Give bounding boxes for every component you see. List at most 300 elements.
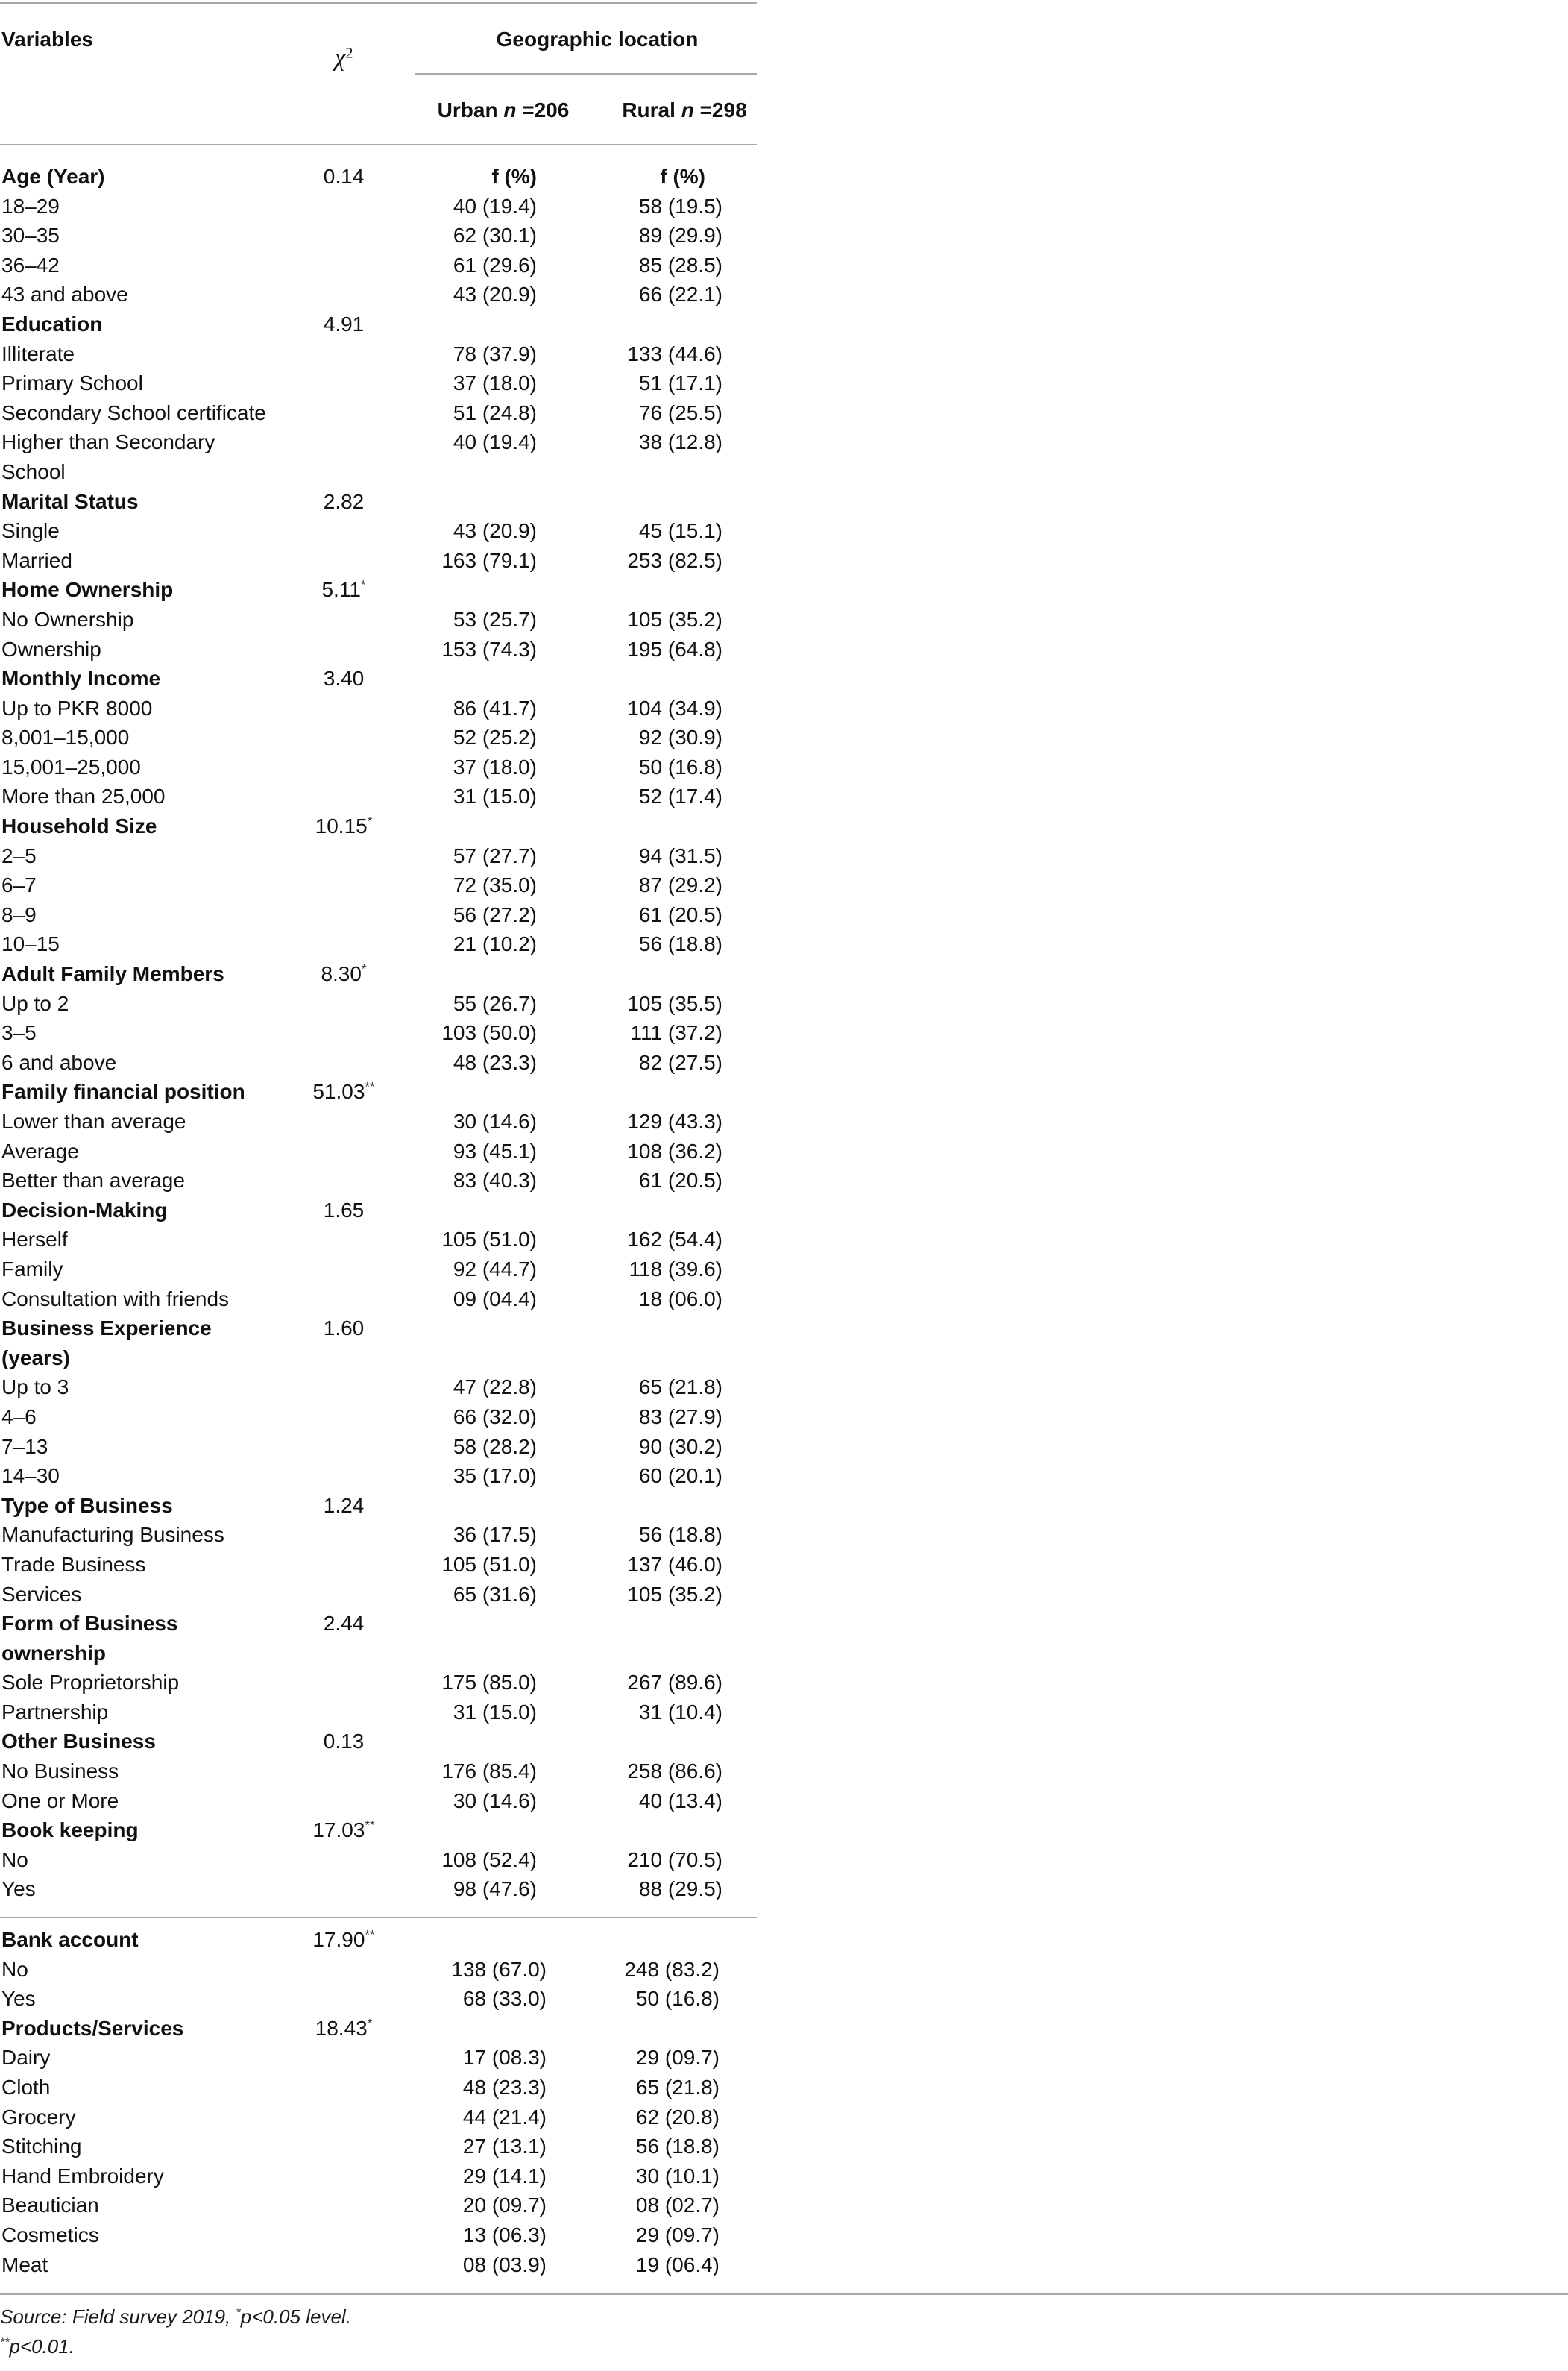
category-name: Cloth xyxy=(1,2075,51,2099)
rural-frequency: 195 (64.8) xyxy=(627,637,722,661)
urban-frequency: 40 (19.4) xyxy=(453,194,537,218)
rural-frequency: f (%) xyxy=(660,165,705,188)
rural-frequency: 76 (25.5) xyxy=(638,401,722,424)
variable-row xyxy=(0,1925,757,1955)
category-name: Hand Embroidery xyxy=(1,2164,164,2188)
category-row xyxy=(0,723,757,753)
variable-row xyxy=(0,310,757,339)
variable-name: Home Ownership xyxy=(1,578,174,602)
urban-frequency: 98 (47.6) xyxy=(453,1877,537,1901)
rural-frequency: 61 (20.5) xyxy=(638,1169,722,1193)
rural-frequency: 89 (29.9) xyxy=(638,224,722,248)
category-name: 43 and above xyxy=(1,283,128,307)
category-name: Married xyxy=(1,548,72,572)
significance-footnote xyxy=(0,2331,75,2362)
category-name: Partnership xyxy=(1,1700,109,1724)
rural-frequency: 104 (34.9) xyxy=(627,696,722,720)
significance-mark: * xyxy=(360,577,366,592)
category-name: Yes xyxy=(1,1877,36,1901)
rural-frequency: 267 (89.6) xyxy=(627,1671,722,1695)
rural-frequency: 65 (21.8) xyxy=(638,1375,722,1399)
category-row xyxy=(0,280,757,310)
category-name: 36–42 xyxy=(1,253,60,277)
category-row xyxy=(0,1107,757,1137)
urban-frequency: 57 (27.7) xyxy=(453,844,537,867)
category-name: No Business xyxy=(1,1759,119,1783)
rural-frequency: 56 (18.8) xyxy=(638,1523,722,1547)
chi-square-value: 5.11 xyxy=(321,578,361,602)
category-name: 18–29 xyxy=(1,194,60,218)
chi-square-value: 10.15 xyxy=(315,814,368,838)
rural-frequency: 111 (37.2) xyxy=(630,1021,722,1045)
significance-mark: * xyxy=(367,2016,373,2031)
chi-square-value: 0.13 xyxy=(323,1730,365,1753)
category-row xyxy=(0,1668,757,1698)
chi-square-cell xyxy=(295,1491,393,1521)
category-name: Consultation with friends xyxy=(1,1287,230,1310)
rural-frequency: 85 (28.5) xyxy=(638,253,722,277)
chi-square-cell xyxy=(295,1609,393,1668)
urban-frequency: 17 (08.3) xyxy=(462,2046,547,2070)
urban-frequency: 175 (85.0) xyxy=(441,1671,537,1695)
rural-frequency: 258 (86.6) xyxy=(627,1759,722,1783)
category-row xyxy=(0,339,757,369)
category-row xyxy=(0,1461,757,1491)
category-row xyxy=(0,368,757,398)
variable-row xyxy=(0,664,757,694)
category-name: 15,001–25,000 xyxy=(1,755,141,779)
category-name: 3–5 xyxy=(1,1021,37,1045)
category-row xyxy=(0,546,757,576)
table-body-main xyxy=(0,162,757,1904)
urban-frequency: 93 (45.1) xyxy=(453,1139,537,1163)
category-name: Services xyxy=(1,1582,82,1606)
chi-square-cell xyxy=(295,811,393,841)
rural-frequency: 58 (19.5) xyxy=(638,194,722,218)
category-name: Primary School xyxy=(1,371,143,395)
category-row xyxy=(0,635,757,665)
significance-note: p<0.01. xyxy=(9,2335,75,2358)
category-name: Up to 2 xyxy=(1,991,69,1015)
urban-sample-size: =206 xyxy=(522,98,570,122)
rural-frequency: 56 (18.8) xyxy=(638,932,722,956)
rural-frequency: 66 (22.1) xyxy=(638,283,722,307)
variable-name: Household Size xyxy=(1,814,157,838)
chi-square-value: 1.65 xyxy=(323,1198,365,1222)
rural-frequency: 38 (12.8) xyxy=(638,430,722,454)
urban-frequency: 105 (51.0) xyxy=(441,1552,537,1576)
urban-frequency: 176 (85.4) xyxy=(441,1759,537,1783)
chi-square-value: 17.90 xyxy=(312,1928,365,1951)
rural-frequency: 08 (02.7) xyxy=(635,2193,720,2217)
chi-square-value: 17.03 xyxy=(312,1818,365,1842)
sample-size-symbol: n xyxy=(681,98,694,122)
category-name: 10–15 xyxy=(1,932,60,956)
category-name: 4–6 xyxy=(1,1404,37,1428)
chi-square-cell xyxy=(295,1925,393,1955)
rural-frequency: 105 (35.2) xyxy=(627,607,722,631)
chi-square-cell xyxy=(295,664,393,694)
category-name: 6 and above xyxy=(1,1050,117,1074)
urban-frequency: 43 (20.9) xyxy=(453,519,537,543)
category-row xyxy=(0,1984,757,2014)
urban-frequency: 31 (15.0) xyxy=(453,1700,537,1724)
urban-frequency: 56 (27.2) xyxy=(453,902,537,926)
chi-square-cell xyxy=(295,310,393,339)
urban-frequency: 35 (17.0) xyxy=(453,1464,537,1488)
category-name: Average xyxy=(1,1139,79,1163)
urban-frequency: 72 (35.0) xyxy=(453,873,537,897)
chi-square-value: 1.60 xyxy=(323,1316,365,1340)
variable-name: Business Experience (years) xyxy=(1,1316,212,1369)
variable-name: Decision-Making xyxy=(1,1198,168,1222)
chi-square-value: 51.03 xyxy=(312,1080,365,1104)
category-row xyxy=(0,1225,757,1254)
rural-frequency: 162 (54.4) xyxy=(627,1228,722,1252)
variable-row xyxy=(0,1196,757,1225)
urban-frequency: 43 (20.9) xyxy=(453,283,537,307)
chi-symbol: χ xyxy=(334,44,346,72)
urban-frequency: 31 (15.0) xyxy=(453,785,537,808)
variable-row xyxy=(0,1313,757,1372)
category-row xyxy=(0,2132,757,2161)
category-row xyxy=(0,1550,757,1580)
significance-mark: ** xyxy=(0,2336,10,2349)
source-text: Source: Field survey 2019, xyxy=(0,2305,231,2328)
category-name: Meat xyxy=(1,2252,48,2276)
variable-row xyxy=(0,959,757,989)
variable-name: Family financial position xyxy=(1,1080,245,1104)
urban-frequency: 153 (74.3) xyxy=(441,637,537,661)
rural-frequency: 40 (13.4) xyxy=(638,1789,722,1812)
category-name: Up to PKR 8000 xyxy=(1,696,153,720)
significance-mark: ** xyxy=(365,1080,375,1095)
urban-frequency: 62 (30.1) xyxy=(453,224,537,248)
urban-frequency: 30 (14.6) xyxy=(453,1789,537,1812)
rural-frequency: 56 (18.8) xyxy=(635,2135,720,2158)
urban-frequency: 108 (52.4) xyxy=(441,1847,537,1871)
category-row xyxy=(0,251,757,280)
category-name: Yes xyxy=(1,1987,36,2011)
rural-frequency: 82 (27.5) xyxy=(638,1050,722,1074)
rural-frequency: 210 (70.5) xyxy=(627,1847,722,1871)
category-row xyxy=(0,870,757,900)
category-row xyxy=(0,2191,757,2220)
chi-square-cell xyxy=(295,162,393,192)
category-row xyxy=(0,516,757,546)
significance-mark: * xyxy=(236,2306,241,2320)
variable-row xyxy=(0,811,757,841)
category-row xyxy=(0,1698,757,1727)
category-row xyxy=(0,2250,757,2280)
urban-frequency: 55 (26.7) xyxy=(453,991,537,1015)
group-header-rule xyxy=(415,73,757,75)
chi-square-value: 2.82 xyxy=(323,489,365,513)
category-row xyxy=(0,1874,757,1904)
chi-square-cell xyxy=(295,959,393,989)
variable-row xyxy=(0,575,757,605)
chi-square-cell xyxy=(295,1727,393,1756)
variable-row xyxy=(0,162,757,192)
variable-name: Type of Business xyxy=(1,1493,173,1517)
rural-frequency: 31 (10.4) xyxy=(638,1700,722,1724)
significance-mark: ** xyxy=(365,1818,375,1833)
category-row xyxy=(0,1955,757,1985)
category-row xyxy=(0,1254,757,1284)
rural-column-header xyxy=(610,95,759,125)
category-name: Family xyxy=(1,1257,63,1281)
category-name: Illiterate xyxy=(1,342,75,365)
variable-row xyxy=(0,1815,757,1845)
rural-label: Rural xyxy=(622,98,676,122)
variable-name: Other Business xyxy=(1,1730,156,1753)
section-divider-rule xyxy=(0,1917,757,1918)
urban-frequency: 30 (14.6) xyxy=(453,1110,537,1133)
category-row xyxy=(0,2161,757,2191)
category-name: 8–9 xyxy=(1,902,37,926)
significance-mark: * xyxy=(361,961,367,976)
urban-frequency: 61 (29.6) xyxy=(453,253,537,277)
rural-frequency: 90 (30.2) xyxy=(638,1434,722,1458)
chi-square-cell xyxy=(295,575,393,605)
urban-frequency: 103 (50.0) xyxy=(441,1021,537,1045)
category-name: 8,001–15,000 xyxy=(1,726,130,750)
rural-frequency: 94 (31.5) xyxy=(638,844,722,867)
urban-frequency: f (%) xyxy=(491,165,537,188)
rural-frequency: 45 (15.1) xyxy=(638,519,722,543)
chi-square-value: 0.14 xyxy=(323,165,365,188)
urban-frequency: 37 (18.0) xyxy=(453,371,537,395)
category-row xyxy=(0,989,757,1019)
chi-square-value: 3.40 xyxy=(323,667,365,691)
chi-square-cell xyxy=(295,2014,393,2044)
category-row xyxy=(0,1284,757,1314)
rural-frequency: 29 (09.7) xyxy=(635,2223,720,2246)
category-row xyxy=(0,900,757,930)
category-name: Stitching xyxy=(1,2135,82,2158)
rural-frequency: 51 (17.1) xyxy=(638,371,722,395)
category-name: Single xyxy=(1,519,60,543)
geographic-location-header: Geographic location xyxy=(496,28,699,51)
urban-frequency: 138 (67.0) xyxy=(451,1957,547,1981)
urban-frequency: 09 (04.4) xyxy=(453,1287,537,1310)
category-name: Beautician xyxy=(1,2193,99,2217)
variable-name: Education xyxy=(1,312,103,336)
rural-frequency: 52 (17.4) xyxy=(638,785,722,808)
category-name: Higher than Secondary School xyxy=(1,430,215,483)
urban-frequency: 29 (14.1) xyxy=(462,2164,547,2188)
urban-frequency: 13 (06.3) xyxy=(462,2223,547,2246)
category-row xyxy=(0,2073,757,2103)
source-footnote xyxy=(0,2302,351,2332)
category-row xyxy=(0,1048,757,1078)
rural-frequency: 87 (29.2) xyxy=(638,873,722,897)
urban-frequency: 66 (32.0) xyxy=(453,1404,537,1428)
chi-square-column-header xyxy=(299,42,388,75)
urban-frequency: 36 (17.5) xyxy=(453,1523,537,1547)
variable-row xyxy=(0,487,757,517)
urban-column-header xyxy=(429,95,578,125)
urban-frequency: 78 (37.9) xyxy=(453,342,537,365)
category-name: Secondary School certificate xyxy=(1,401,266,424)
category-row xyxy=(0,427,757,486)
rural-frequency: 50 (16.8) xyxy=(638,755,722,779)
urban-frequency: 20 (09.7) xyxy=(462,2193,547,2217)
urban-frequency: 52 (25.2) xyxy=(453,726,537,750)
variable-name: Bank account xyxy=(1,1928,139,1951)
chi-square-value: 1.24 xyxy=(323,1493,365,1517)
category-name: One or More xyxy=(1,1789,119,1812)
rural-frequency: 105 (35.5) xyxy=(627,991,722,1015)
urban-frequency: 105 (51.0) xyxy=(441,1228,537,1252)
rural-frequency: 62 (20.8) xyxy=(635,2105,720,2129)
rural-frequency: 65 (21.8) xyxy=(635,2075,720,2099)
chi-square-value: 8.30 xyxy=(321,962,362,986)
variable-row xyxy=(0,1609,757,1668)
urban-frequency: 51 (24.8) xyxy=(453,401,537,424)
sample-size-symbol: n xyxy=(503,98,517,122)
variables-column-header: Variables xyxy=(1,28,93,51)
variable-name: Products/Services xyxy=(1,2016,184,2040)
urban-frequency: 21 (10.2) xyxy=(453,932,537,956)
significance-note: p<0.05 level. xyxy=(240,2305,351,2328)
category-row xyxy=(0,753,757,782)
category-row xyxy=(0,1372,757,1402)
category-name: No xyxy=(1,1957,28,1981)
chi-square-cell xyxy=(295,1196,393,1225)
category-name: Cosmetics xyxy=(1,2223,99,2246)
urban-frequency: 48 (23.3) xyxy=(453,1050,537,1074)
chi-square-cell xyxy=(295,1313,393,1372)
urban-frequency: 163 (79.1) xyxy=(441,548,537,572)
header-bottom-rule xyxy=(0,144,757,145)
category-name: Trade Business xyxy=(1,1552,146,1576)
footnote-rule xyxy=(0,2293,1568,2295)
category-row xyxy=(0,1018,757,1048)
category-name: Better than average xyxy=(1,1169,185,1193)
category-row xyxy=(0,2103,757,2132)
table-top-rule xyxy=(0,2,757,4)
urban-frequency: 44 (21.4) xyxy=(462,2105,547,2129)
category-row xyxy=(0,1756,757,1786)
urban-frequency: 58 (28.2) xyxy=(453,1434,537,1458)
category-row xyxy=(0,1786,757,1816)
category-row xyxy=(0,221,757,251)
category-row xyxy=(0,1580,757,1610)
rural-frequency: 88 (29.5) xyxy=(638,1877,722,1901)
category-row xyxy=(0,1432,757,1462)
rural-frequency: 83 (27.9) xyxy=(638,1404,722,1428)
urban-frequency: 08 (03.9) xyxy=(462,2252,547,2276)
category-row xyxy=(0,1520,757,1550)
rural-frequency: 50 (16.8) xyxy=(635,1987,720,2011)
category-row xyxy=(0,1402,757,1432)
rural-frequency: 92 (30.9) xyxy=(638,726,722,750)
category-name: Herself xyxy=(1,1228,68,1252)
urban-frequency: 92 (44.7) xyxy=(453,1257,537,1281)
rural-frequency: 253 (82.5) xyxy=(627,548,722,572)
chi-square-value: 2.44 xyxy=(323,1612,365,1636)
urban-frequency: 83 (40.3) xyxy=(453,1169,537,1193)
category-name: Up to 3 xyxy=(1,1375,69,1399)
category-row xyxy=(0,398,757,428)
category-row xyxy=(0,1845,757,1875)
rural-frequency: 133 (44.6) xyxy=(627,342,722,365)
significance-mark: * xyxy=(367,814,373,829)
category-name: Dairy xyxy=(1,2046,51,2070)
variable-name: Adult Family Members xyxy=(1,962,224,986)
category-name: 14–30 xyxy=(1,1464,60,1488)
rural-frequency: 29 (09.7) xyxy=(635,2046,720,2070)
urban-frequency: 86 (41.7) xyxy=(453,696,537,720)
urban-frequency: 53 (25.7) xyxy=(453,607,537,631)
category-name: Sole Proprietorship xyxy=(1,1671,180,1695)
rural-frequency: 118 (39.6) xyxy=(629,1257,722,1281)
rural-frequency: 108 (36.2) xyxy=(627,1139,722,1163)
variable-row xyxy=(0,2014,757,2044)
urban-frequency: 37 (18.0) xyxy=(453,755,537,779)
category-name: Manufacturing Business xyxy=(1,1523,224,1547)
category-row xyxy=(0,929,757,959)
category-name: Grocery xyxy=(1,2105,76,2129)
rural-frequency: 19 (06.4) xyxy=(635,2252,720,2276)
variable-name: Monthly Income xyxy=(1,667,161,691)
category-row xyxy=(0,1166,757,1196)
urban-frequency: 40 (19.4) xyxy=(453,430,537,454)
rural-sample-size: =298 xyxy=(699,98,747,122)
variable-row xyxy=(0,1727,757,1756)
category-row xyxy=(0,841,757,871)
category-row xyxy=(0,782,757,811)
category-name: 2–5 xyxy=(1,844,37,867)
category-row xyxy=(0,1137,757,1166)
urban-frequency: 65 (31.6) xyxy=(453,1582,537,1606)
chi-square-cell xyxy=(295,1077,393,1107)
significance-mark: ** xyxy=(365,1927,375,1942)
category-name: 30–35 xyxy=(1,224,60,248)
rural-frequency: 129 (43.3) xyxy=(627,1110,722,1133)
category-name: 7–13 xyxy=(1,1434,48,1458)
rural-frequency: 60 (20.1) xyxy=(638,1464,722,1488)
category-row xyxy=(0,605,757,635)
chi-square-value: 4.91 xyxy=(323,312,365,336)
rural-frequency: 137 (46.0) xyxy=(627,1552,722,1576)
variable-row xyxy=(0,1491,757,1521)
rural-frequency: 30 (10.1) xyxy=(635,2164,720,2188)
category-row xyxy=(0,2220,757,2250)
urban-frequency: 47 (22.8) xyxy=(453,1375,537,1399)
urban-frequency: 68 (33.0) xyxy=(462,1987,547,2011)
category-name: Lower than average xyxy=(1,1110,186,1133)
urban-frequency: 27 (13.1) xyxy=(462,2135,547,2158)
category-name: Ownership xyxy=(1,637,101,661)
variable-name: Book keeping xyxy=(1,1818,139,1842)
chi-square-cell xyxy=(295,1815,393,1845)
category-name: No Ownership xyxy=(1,607,134,631)
chi-square-cell xyxy=(295,487,393,517)
category-name: 6–7 xyxy=(1,873,37,897)
urban-label: Urban xyxy=(437,98,498,122)
variable-name: Age (Year) xyxy=(1,165,105,188)
category-name: No xyxy=(1,1847,28,1871)
category-row xyxy=(0,694,757,723)
rural-frequency: 248 (83.2) xyxy=(624,1957,720,1981)
category-row xyxy=(0,2043,757,2073)
chi-square-value: 18.43 xyxy=(315,2016,368,2040)
category-name: More than 25,000 xyxy=(1,785,166,808)
variable-name: Marital Status xyxy=(1,489,139,513)
urban-frequency: 48 (23.3) xyxy=(462,2075,547,2099)
